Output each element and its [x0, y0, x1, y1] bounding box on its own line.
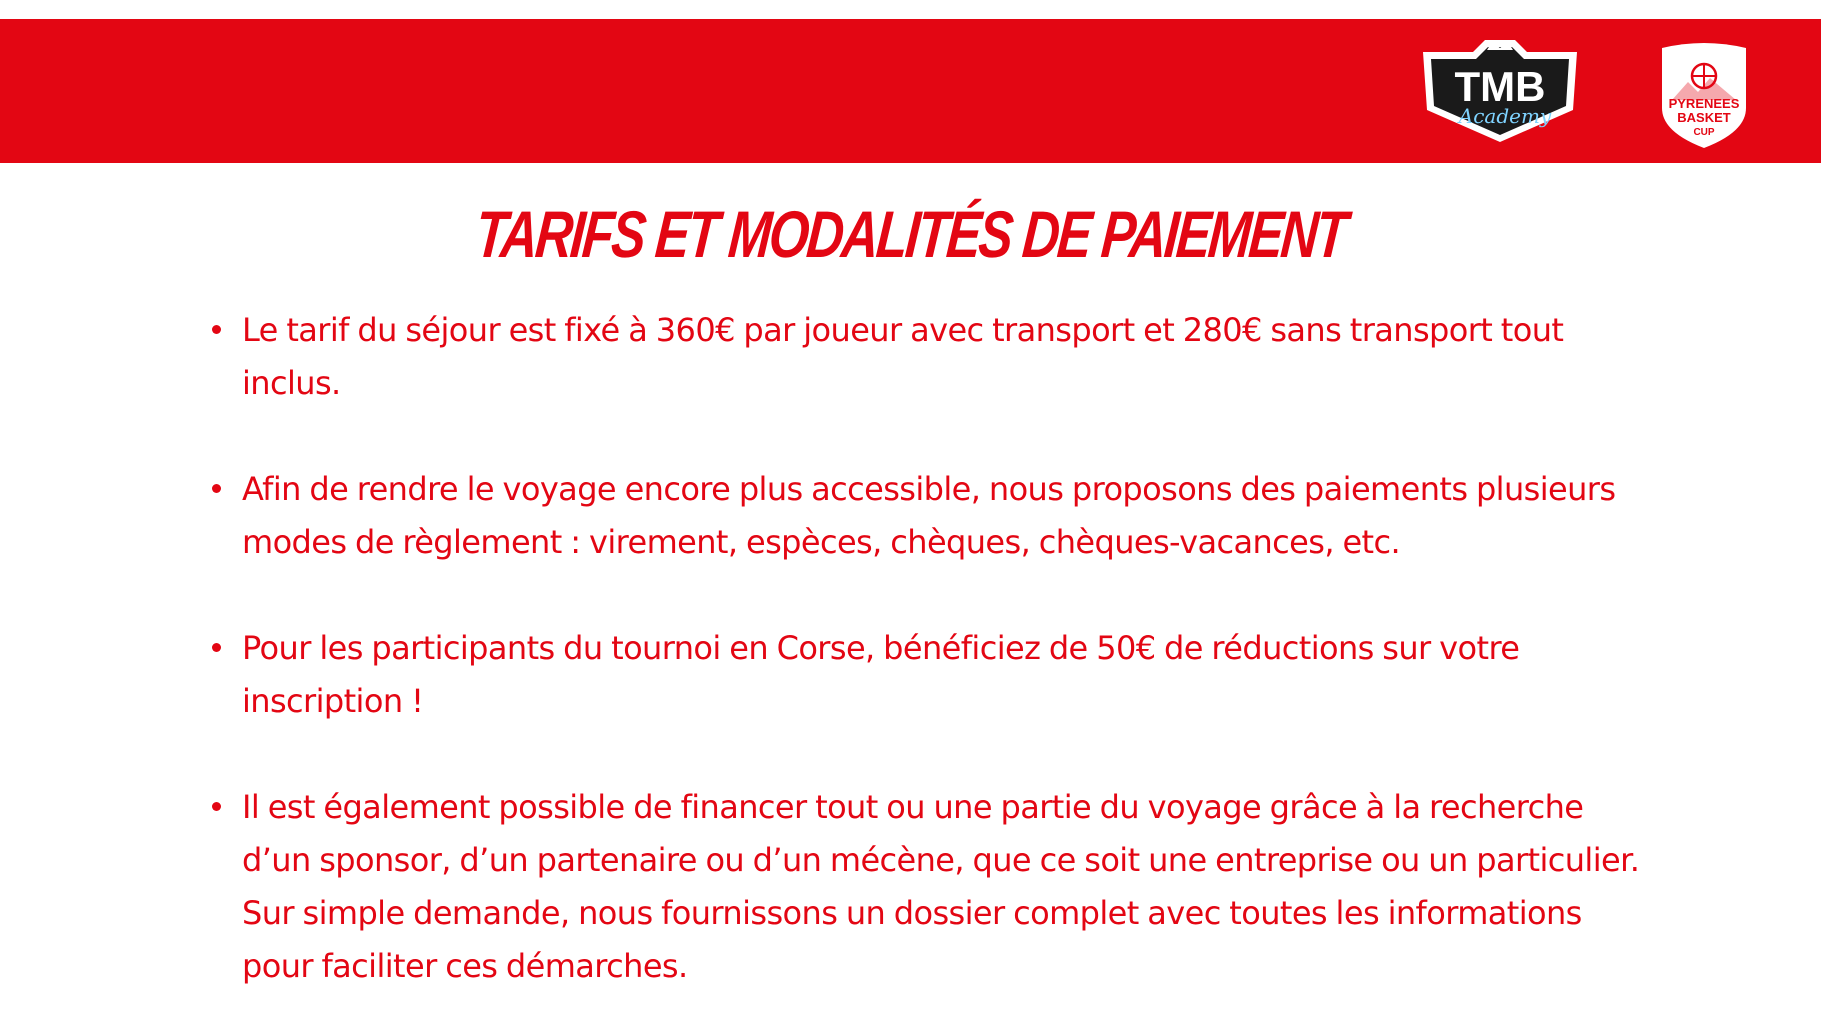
logo-basket-text: BASKET — [1677, 110, 1731, 125]
list-item — [212, 463, 1642, 569]
logo-pyrenees-text: PYRENEES — [1668, 96, 1740, 111]
bullet-icon — [212, 484, 221, 493]
list-item — [212, 622, 1642, 728]
list-item-text: Il est également possible de financer tout ou une partie du voyage grâce à la recherche d’un sponsor, d’un partenaire ou d’un mécène, que ce soit une entreprise ou un particulier. Sur simple demande, nous fournissons un dossier complet avec toutes les informations pour faciliter ces démarches. — [242, 788, 1640, 985]
pyrenees-basket-cup-logo — [1658, 40, 1750, 152]
tmb-academy-logo — [1415, 34, 1585, 146]
bullet-icon — [212, 643, 221, 652]
list-item-text: Le tarif du séjour est fixé à 360€ par joueur avec transport et 280€ sans transport tout inclus. — [242, 311, 1564, 402]
info-list — [212, 304, 1642, 1024]
logo-cup-text: CUP — [1693, 127, 1715, 138]
page-title: TARIFS ET MODALITÉS DE PAIEMENT — [472, 197, 1349, 271]
list-item-text: Pour les participants du tournoi en Corse, bénéficiez de 50€ de réductions sur votre inscription ! — [242, 629, 1520, 720]
list-item — [212, 304, 1642, 410]
logo-tmb-text: TMB — [1454, 63, 1546, 110]
list-item-text: Afin de rendre le voyage encore plus accessible, nous proposons des paiements plusieurs modes de règlement : virement, espèces, chèques, chèques-vacances, etc. — [242, 470, 1616, 561]
logo-academy-text: Academy — [1458, 104, 1552, 128]
bullet-icon — [212, 325, 221, 334]
list-item — [212, 781, 1642, 993]
bullet-icon — [212, 802, 221, 811]
